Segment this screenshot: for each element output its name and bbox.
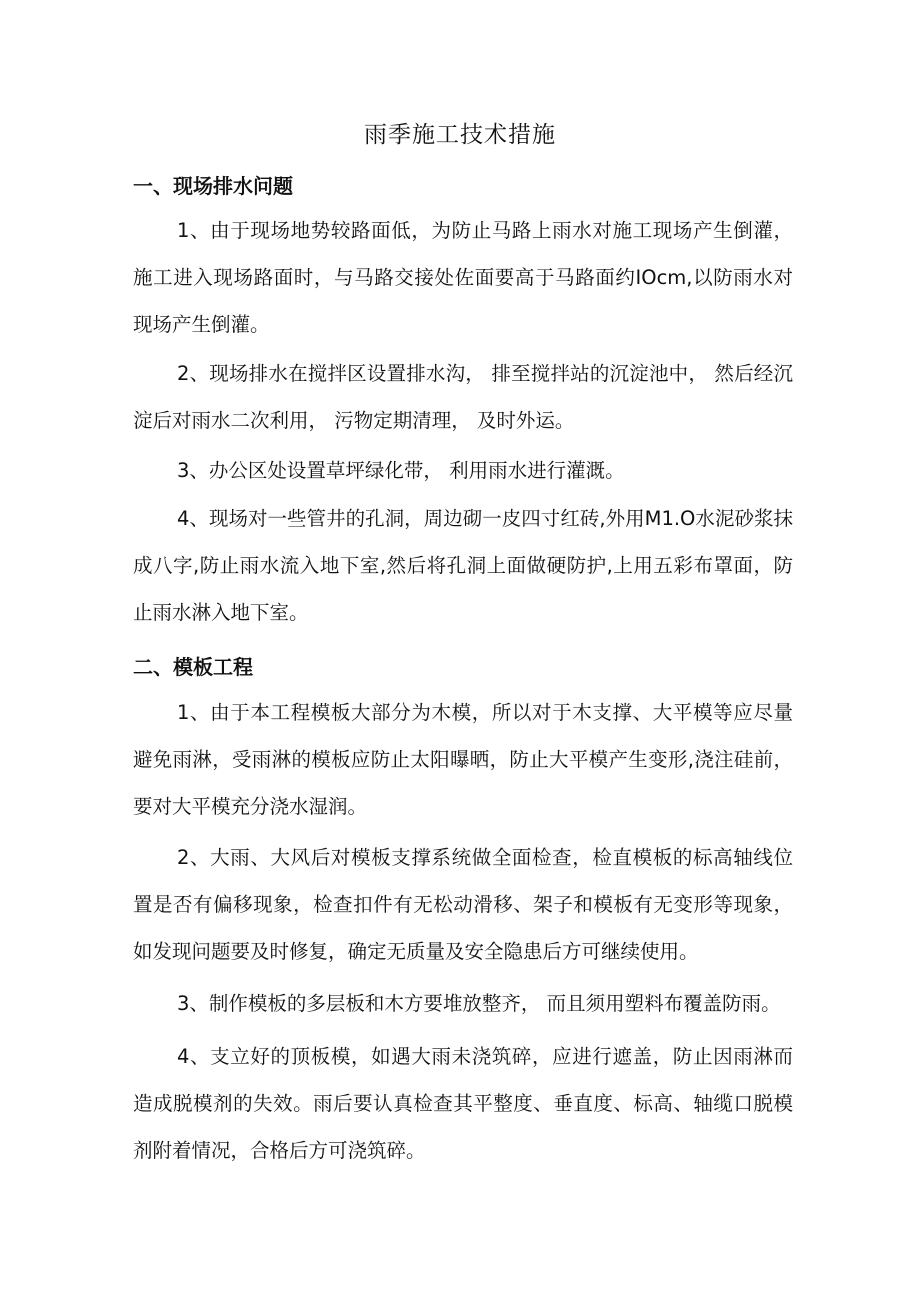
paragraph-formwork-1: 1、由于本工程模板大部分为木模，所以对于木支撑、大平模等应尽量避免雨淋，受雨淋的模板应防止太阳曝晒，防止大平模产生变形,浇注硅前，要对大平模充分浇水湿润。 (133, 701, 793, 818)
paragraph-drainage-3: 3、办公区处设置草坪绿化带， 利用雨水进行灌溉。 (177, 459, 625, 482)
section-heading-drainage: 一、现场排水问题 (133, 174, 293, 198)
document-title: 雨季施工技术措施 (364, 122, 556, 148)
paragraph-drainage-2: 2、现场排水在搅拌区设置排水沟， 排至搅拌站的沉淀池中， 然后经沉淀后对雨水二次利用， 污物定期清理， 及时外运。 (133, 362, 793, 432)
paragraph-formwork-2: 2、大雨、大风后对模板支撑系统做全面检查，检直模板的标高轴线位置是否有偏移现象，检查扣件有无松动滑移、架子和模板有无变形等现象，如发现问题要及时修复，确定无质量及安全隐患后方可继续使用。 (133, 846, 793, 963)
paragraph-formwork-4: 4、支立好的顶板模，如遇大雨未浇筑碎，应进行遮盖，防止因雨淋而造成脱模剂的失效。雨后要认真检查其平整度、垂直度、标高、轴缆口脱模剂附着情况，合格后方可浇筑碎。 (133, 1045, 793, 1162)
section-heading-formwork: 二、模板工程 (133, 655, 253, 679)
paragraph-drainage-1: 1、由于现场地势较路面低，为防止马路上雨水对施工现场产生倒灌，施工进入现场路面时，与马路交接处佐面要高于马路面约IOcm,以防雨水对现场产生倒灌。 (133, 219, 793, 336)
paragraph-formwork-3: 3、制作模板的多层板和木方要堆放整齐， 而且须用塑料布覆盖防雨。 (177, 992, 781, 1015)
paragraph-drainage-4: 4、现场对一些管井的孔洞，周边砌一皮四寸红砖,外用M1.O水泥砂浆抹成八字,防止雨水流入地下室,然后将孔洞上面做硬防护,上用五彩布罩面，防止雨水淋入地下室。 (133, 507, 793, 624)
